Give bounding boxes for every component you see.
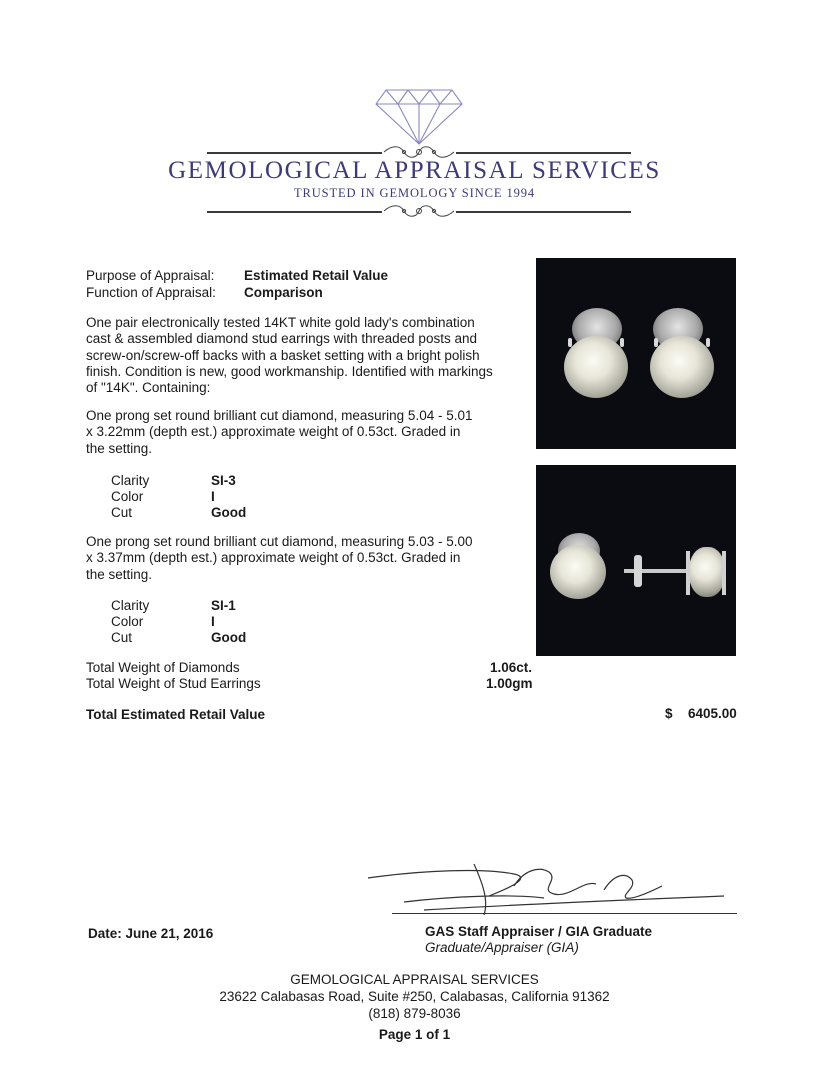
- diamond-2-clarity-value: SI-1: [211, 598, 236, 613]
- total-diamonds-value: 1.06ct.: [490, 660, 533, 675]
- purpose-value: Estimated Retail Value: [244, 268, 389, 283]
- header-rule-bottom-left: [207, 211, 382, 213]
- diamond-2-line: the setting.: [86, 566, 153, 582]
- diamond-2-line: x 3.37mm (depth est.) approximate weight of 0.53ct. Graded in: [86, 550, 461, 566]
- item-description: [86, 315, 506, 396]
- earrings-front-photo: [536, 258, 736, 449]
- total-retail-value: 6405.00: [688, 706, 737, 721]
- footer-phone: (818) 879-8036: [368, 1006, 461, 1021]
- diamond-2-color-value: I: [211, 614, 215, 629]
- company-name: GEMOLOGICAL APPRAISAL SERVICES: [168, 157, 661, 184]
- diamond-2-clarity-label: Clarity: [111, 598, 150, 613]
- earrings-side-photo: [536, 465, 736, 656]
- signature-line: [392, 913, 737, 914]
- diamond-1-clarity-value: SI-3: [211, 473, 236, 488]
- diamond-logo-icon: [374, 88, 464, 146]
- total-retail-label: Total Estimated Retail Value: [86, 707, 266, 722]
- diamond-1-clarity-label: Clarity: [111, 473, 150, 488]
- company-tagline: TRUSTED IN GEMOLOGY SINCE 1994: [293, 186, 536, 200]
- signer-subtitle: Graduate/Appraiser (GIA): [425, 940, 579, 955]
- diamond-1-line: One prong set round brilliant cut diamond, measuring 5.04 - 5.01: [86, 408, 473, 423]
- total-diamonds-label: Total Weight of Diamonds: [86, 660, 240, 675]
- flourish-ornament-icon: [382, 202, 456, 220]
- total-studs-value: 1.00gm: [486, 676, 533, 691]
- diamond-1-color-value: I: [211, 489, 215, 504]
- diamond-1-description: [86, 408, 506, 457]
- function-label: Function of Appraisal:: [86, 285, 216, 300]
- description-line: screw-on/screw-off backs with a basket setting with a bright polish: [86, 347, 480, 363]
- header-rule-bottom-right: [456, 211, 631, 213]
- diamond-1-line: x 3.22mm (depth est.) approximate weight of 0.53ct. Graded in: [86, 424, 461, 440]
- header-rule-top-right: [456, 152, 631, 154]
- diamond-1-cut-value: Good: [211, 505, 247, 520]
- signer-title: GAS Staff Appraiser / GIA Graduate: [425, 924, 653, 939]
- diamond-1-color-label: Color: [111, 489, 144, 504]
- diamond-2-cut-label: Cut: [111, 630, 133, 645]
- footer-company: GEMOLOGICAL APPRAISAL SERVICES: [290, 972, 539, 987]
- diamond-1-line: the setting.: [86, 440, 153, 456]
- signature-icon: [364, 860, 734, 920]
- header-rule-top-left: [207, 152, 382, 154]
- page-number: Page 1 of 1: [378, 1027, 451, 1042]
- purpose-label: Purpose of Appraisal:: [86, 268, 215, 283]
- function-value: Comparison: [244, 285, 323, 300]
- diamond-2-cut-value: Good: [211, 630, 247, 645]
- description-line: One pair electronically tested 14KT white gold lady's combination: [86, 315, 475, 330]
- currency-symbol: $: [665, 706, 673, 721]
- diamond-2-description: [86, 534, 506, 583]
- appraisal-date: Date: June 21, 2016: [88, 926, 214, 941]
- diamond-2-color-label: Color: [111, 614, 144, 629]
- description-line: cast & assembled diamond stud earrings with threaded posts and: [86, 331, 477, 347]
- total-studs-label: Total Weight of Stud Earrings: [86, 676, 261, 691]
- diamond-1-cut-label: Cut: [111, 505, 133, 520]
- footer-address: 23622 Calabasas Road, Suite #250, Calabasas, California 91362: [219, 989, 610, 1004]
- description-line: finish. Condition is new, good workmanship. Identified with markings: [86, 363, 493, 379]
- description-line: of "14K". Containing:: [86, 380, 211, 396]
- diamond-2-line: One prong set round brilliant cut diamond, measuring 5.03 - 5.00: [86, 534, 473, 549]
